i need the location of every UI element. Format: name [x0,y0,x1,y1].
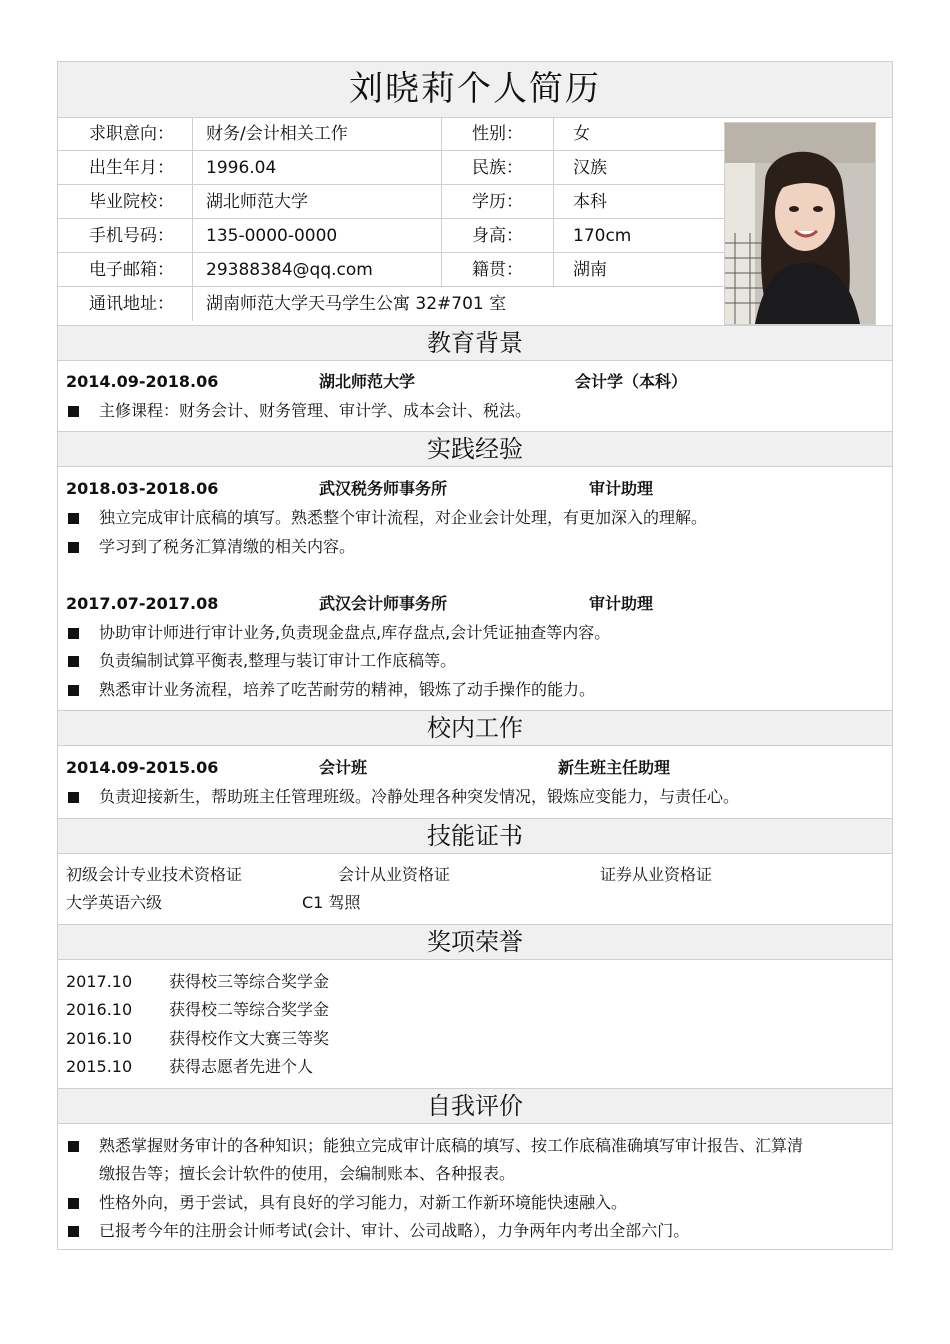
resume-title: 刘晓莉个人简历 [58,62,892,118]
edu-bullet: 主修课程：财务会计、财务管理、审计学、成本会计、税法。 [99,401,532,420]
info-value: 1996.04 [194,151,442,185]
bullet-icon [68,792,79,803]
edu-major: 会计学（本科） [575,372,688,391]
info-label: 性别： [442,117,554,151]
edu-school: 湖北师范大学 [319,372,416,391]
info-value: 29388384@qq.com [194,253,442,287]
job-bullet: 协助审计师进行审计业务,负责现金盘点,库存盘点,会计凭证抽查等内容。 [99,623,611,642]
info-label: 民族： [442,151,554,185]
award-text: 获得校作文大赛三等奖 [169,1029,330,1048]
campus-date: 2014.09-2015.06 [66,758,219,777]
campus-bullet: 负责迎接新生，帮助班主任管理班级。冷静处理各种突发情况，锻炼应变能力，与责任心。 [99,787,740,806]
skill-item: 证券从业资格证 [600,865,713,884]
section-heading-awards: 奖项荣誉 [58,924,892,960]
info-value: 湖北师范大学 [194,185,442,219]
self-bullet: 熟悉掌握财务审计的各种知识；能独立完成审计底稿的填写、按工作底稿准确填写审计报告、汇算清 [99,1136,804,1155]
section-heading-skills: 技能证书 [58,818,892,854]
info-value: 本科 [573,192,607,212]
campus-role: 新生班主任助理 [558,758,671,777]
skill-item: 初级会计专业技术资格证 [66,865,243,884]
resume-page [57,61,893,1250]
info-row [58,185,724,219]
award-date: 2017.10 [66,972,133,991]
skill-item: 大学英语六级 [66,893,163,912]
campus-org: 会计班 [319,758,368,777]
info-label: 身高： [442,219,554,253]
info-label: 出生年月： [58,151,193,185]
info-value: 湖南 [573,260,607,280]
job-bullet: 独立完成审计底稿的填写。熟悉整个审计流程，对企业会计处理，有更加深入的理解。 [99,508,708,527]
portrait-image [725,123,875,324]
self-bullet-cont: 缴报告等；擅长会计软件的使用，会编制账本、各种报表。 [99,1164,516,1183]
info-value: 汉族 [573,158,607,178]
award-date: 2015.10 [66,1057,133,1076]
info-label: 籍贯： [442,253,554,287]
info-value: 135-0000-0000 [194,219,442,253]
award-date: 2016.10 [66,1029,133,1048]
job-org: 武汉会计师事务所 [319,594,448,613]
info-value: 女 [573,124,590,144]
section-heading-practice: 实践经验 [58,431,892,467]
self-bullet: 已报考今年的注册会计师考试(会计、审计、公司战略），力争两年内考出全部六门。 [99,1221,690,1240]
job-role: 审计助理 [589,479,654,498]
job-bullet: 学习到了税务汇算清缴的相关内容。 [99,537,356,556]
skill-item: C1 驾照 [302,893,361,912]
bullet-icon [68,406,79,417]
award-text: 获得志愿者先进个人 [169,1057,314,1076]
award-text: 获得校二等综合奖学金 [169,1000,330,1019]
profile-photo [724,122,876,325]
section-heading-self: 自我评价 [58,1088,892,1124]
job-date: 2017.07-2017.08 [66,594,219,613]
bullet-icon [68,1198,79,1209]
bullet-icon [68,628,79,639]
bullet-icon [68,1226,79,1237]
info-label: 求职意向： [58,117,193,151]
info-row [58,117,724,151]
bullet-icon [68,685,79,696]
info-label: 电子邮箱： [58,253,193,287]
info-row [58,253,724,287]
job-role: 审计助理 [589,594,654,613]
info-value: 湖南师范大学天马学生公寓 32#701 室 [206,294,507,314]
section-heading-campus: 校内工作 [58,710,892,746]
info-label: 毕业院校： [58,185,193,219]
job-date: 2018.03-2018.06 [66,479,219,498]
info-value: 170cm [573,226,632,246]
job-org: 武汉税务师事务所 [319,479,448,498]
info-label: 手机号码： [58,219,193,253]
info-label: 学历： [442,185,554,219]
bullet-icon [68,1141,79,1152]
self-bullet: 性格外向，勇于尝试，具有良好的学习能力，对新工作新环境能快速融入。 [99,1193,628,1212]
info-row [58,151,724,185]
job-bullet: 负责编制试算平衡表,整理与装订审计工作底稿等。 [99,651,457,670]
bullet-icon [68,656,79,667]
edu-date: 2014.09-2018.06 [66,372,219,391]
job-bullet: 熟悉审计业务流程，培养了吃苦耐劳的精神，锻炼了动手操作的能力。 [99,680,596,699]
info-row [58,219,724,253]
info-row-address [58,287,724,321]
info-label: 通讯地址： [58,287,193,321]
bullet-icon [68,542,79,553]
section-heading-education: 教育背景 [58,325,892,361]
skill-item: 会计从业资格证 [338,865,451,884]
info-value: 财务/会计相关工作 [194,117,442,151]
bullet-icon [68,513,79,524]
award-text: 获得校三等综合奖学金 [169,972,330,991]
award-date: 2016.10 [66,1000,133,1019]
